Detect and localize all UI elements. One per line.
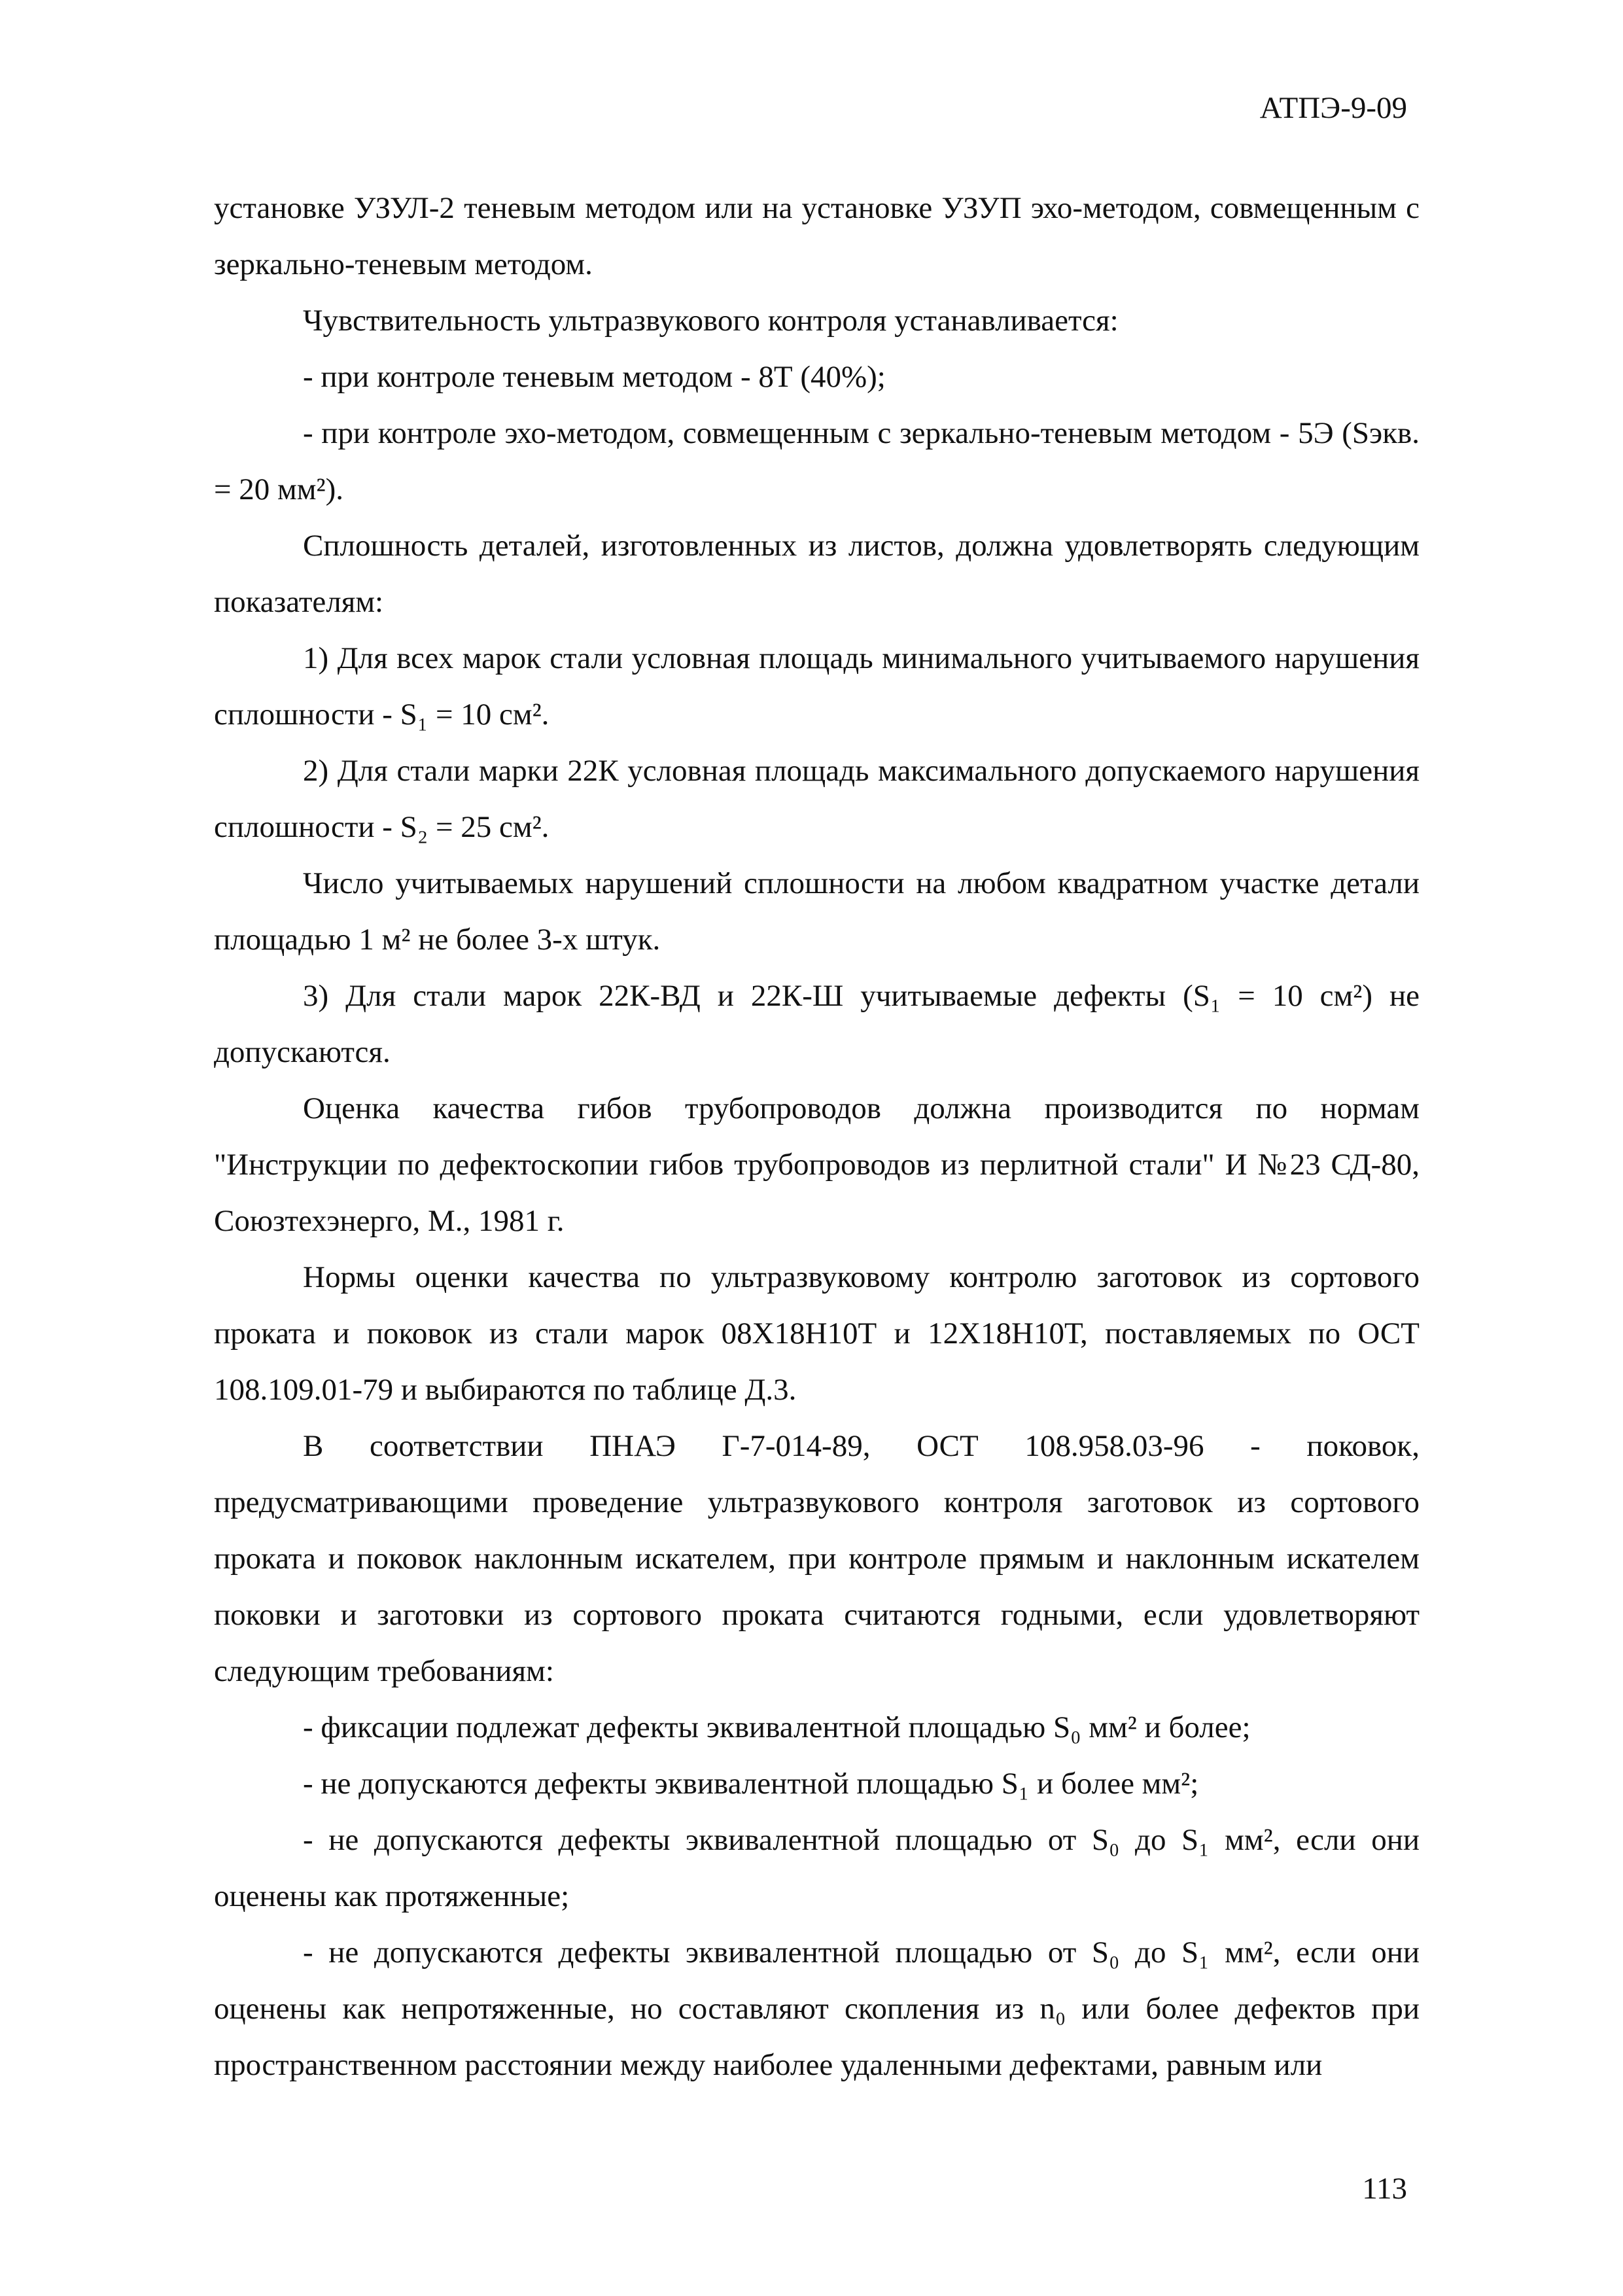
- paragraph-5: Сплошность деталей, изготовленных из листов, должна удовлетворять следующим показателям:: [214, 529, 1420, 619]
- paragraph-15: - не допускаются дефекты эквивалентной площадью от S₀ до S₁ мм², если они оценены как протяженные;: [214, 1823, 1420, 1913]
- paragraph-3: - при контроле теневым методом - 8Т (40%);: [303, 360, 886, 394]
- paragraph-9: 3) Для стали марок 22К-ВД и 22К-Ш учитываемые дефекты (S₁ = 10 см²) не допускаются.: [214, 979, 1420, 1069]
- paragraph-14: - не допускаются дефекты эквивалентной площадью S₁ и более мм²;: [303, 1767, 1199, 1801]
- paragraph-4: - при контроле эхо-методом, совмещенным с зеркально-теневым методом - 5Э (Sэкв. = 20 мм²).: [214, 416, 1420, 506]
- document-code: АТПЭ-9-09: [1259, 91, 1407, 125]
- paragraph-12: В соответствии ПНАЭ Г-7-014-89, ОСТ 108.958.03-96 - поковок, предусматривающими проведение ультразвукового контроля заготовок из сортового проката и поковок наклонным искателем, при контроле прямым и наклонным искателем поковки и заготовки из сортового проката считаются годными, если удовлетворяют следующим требованиям:: [214, 1429, 1420, 1688]
- paragraph-16: - не допускаются дефекты эквивалентной площадью от S₀ до S₁ мм², если они оценены как непротяженные, но составляют скопления из n₀ или более дефектов при пространственном расстоянии между наиболее удаленными дефектами, равным или: [214, 1935, 1420, 2082]
- paragraph-10: Оценка качества гибов трубопроводов должна производится по нормам "Инструкции по дефектоскопии гибов трубопроводов из перлитной стали" И №23 СД-80, Союзтехэнерго, М., 1981 г.: [214, 1091, 1420, 1238]
- document-body: [214, 180, 1420, 2093]
- paragraph-13: - фиксации подлежат дефекты эквивалентной площадью S₀ мм² и более;: [303, 1710, 1251, 1744]
- paragraph-7: 2) Для стали марки 22К условная площадь максимального допускаемого нарушения сплошности - S₂ = 25 см².: [214, 754, 1420, 844]
- page-number: 113: [1362, 2172, 1407, 2206]
- paragraph-11: Нормы оценки качества по ультразвуковому контролю заготовок из сортового проката и поковок из стали марок 08Х18Н10Т и 12Х18Н10Т, поставляемых по ОСТ 108.109.01-79 и выбираются по таблице Д.3.: [214, 1260, 1420, 1407]
- paragraph-8: Число учитываемых нарушений сплошности на любом квадратном участке детали площадью 1 м² не более 3-х штук.: [214, 866, 1420, 957]
- paragraph-2: Чувствительность ультразвукового контроля устанавливается:: [303, 304, 1119, 338]
- paragraph-6: 1) Для всех марок стали условная площадь минимального учитываемого нарушения сплошности - S₁ = 10 см².: [214, 641, 1420, 732]
- paragraph-1: установке УЗУЛ-2 теневым методом или на установке УЗУП эхо-методом, совмещенным с зеркально-теневым методом.: [214, 191, 1420, 281]
